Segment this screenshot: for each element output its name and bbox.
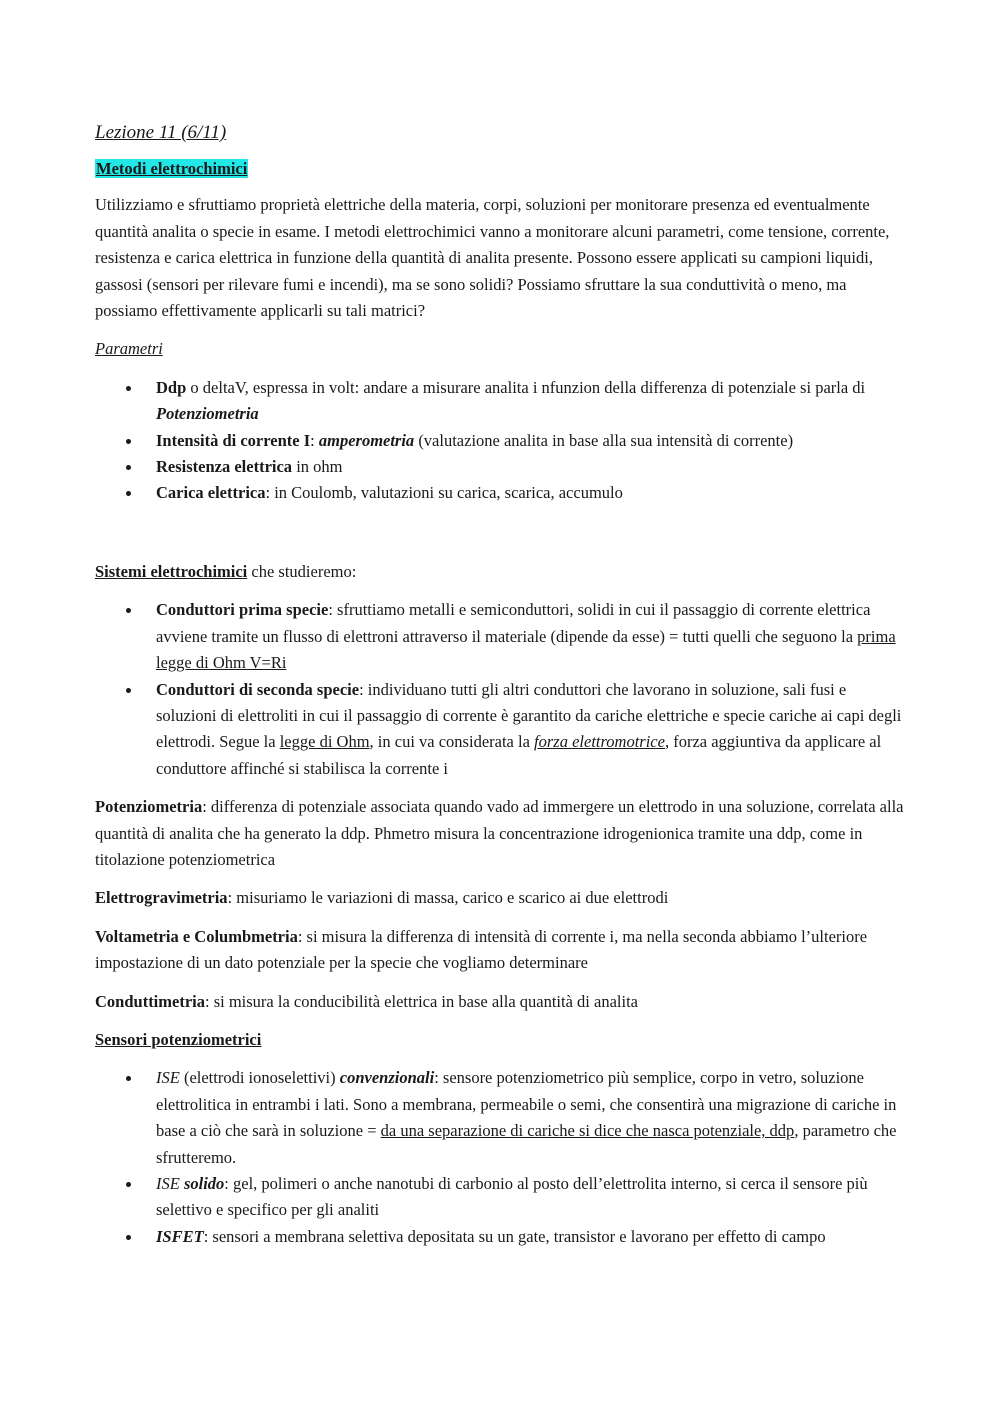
item-text: : — [310, 430, 319, 450]
document-page — [95, 118, 907, 1262]
list-item — [95, 1224, 907, 1250]
section-heading-metodi — [95, 156, 907, 182]
list-item — [95, 1171, 907, 1224]
item-text: , forza aggiuntiva da applicare al conduttore affinché si stabilisca la corrente i — [156, 732, 882, 778]
underlined-text: prima legge di Ohm V=Ri — [156, 626, 896, 673]
highlighted-heading-text: Metodi elettrochimici — [96, 159, 248, 178]
method-paragraph — [95, 885, 907, 911]
list-item — [95, 454, 907, 480]
item-text: , parametro che sfrutteremo. — [156, 1121, 897, 1167]
item-text: : in Coulomb, valutazioni su carica, scarica, accumulo — [265, 483, 623, 503]
item-term: ISE — [156, 1068, 180, 1088]
list-item — [95, 428, 907, 454]
method-text: : misuriamo le variazioni di massa, carico e scarico ai due elettrodi — [227, 888, 669, 908]
underlined-italic-text: forza elettromotrice — [534, 732, 665, 752]
item-text: (valutazione analita in base alla sua intensità di corrente) — [414, 430, 794, 450]
method-text: : si misura la differenza di intensità di corrente i, ma nella seconda abbiamo l’ulteriore impostazione di un dato potenziale per la specie che vogliamo determinare — [95, 926, 868, 973]
heading-suffix: che studieremo: — [247, 561, 357, 581]
item-term: Conduttori prima specie — [156, 600, 329, 620]
method-text: : differenza di potenziale associata quando vado ad immergere un elettrodo in una soluzione, correlata alla quantità di analita che ha generato la ddp. Phmetro misura la concentrazione idrogenionica tramite una ddp, come in titolazione potenziometrica — [95, 797, 904, 869]
method-text: : si misura la conducibilità elettrica in base alla quantità di analita — [205, 991, 638, 1011]
item-text: in ohm — [292, 457, 343, 477]
spacer — [95, 519, 907, 559]
sensors-list — [95, 1065, 907, 1250]
page-title: Lezione 11 (6/11) — [95, 122, 227, 143]
item-emphasis: convenzionali — [339, 1068, 435, 1088]
item-term: Conduttori di seconda specie — [156, 679, 360, 699]
item-text: : sensori a membrana selettiva depositata su un gate, transistor e lavorano per effetto di campo — [203, 1226, 826, 1246]
item-term-bold: solido — [179, 1174, 225, 1193]
underlined-text: da una separazione di cariche si dice che nasca potenziale, ddp — [380, 1121, 795, 1141]
item-emphasis: Potenziometria — [156, 404, 259, 424]
subheading-parametri: Parametri — [95, 339, 163, 359]
item-term: Ddp — [156, 377, 187, 397]
section-heading-sistemi — [95, 559, 907, 585]
method-paragraph — [95, 924, 907, 977]
list-item — [95, 480, 907, 506]
item-term: Carica elettrica — [156, 483, 266, 503]
systems-list — [95, 597, 907, 782]
item-term: ISFET — [156, 1226, 204, 1246]
method-paragraph — [95, 794, 907, 873]
method-term: Potenziometria — [95, 797, 203, 817]
item-text: o deltaV, espressa in volt: andare a misurare analita i nfunzion della differenza di potenziale si parla di — [186, 377, 866, 397]
item-text: (elettrodi ionoselettivi) — [179, 1068, 340, 1088]
item-text: : sensore potenziometrico più semplice, corpo in vetro, soluzione elettrolitica in entrambi i lati. Sono a membrana, permeabile o semi, che consentirà una migrazione di cariche in base a ciò che sarà in soluzione = — [156, 1068, 897, 1141]
item-term: ISE — [156, 1174, 180, 1193]
list-item — [95, 597, 907, 676]
method-term: Conduttimetria — [95, 991, 205, 1011]
item-emphasis: amperometria — [318, 430, 415, 450]
heading-text: Sistemi elettrochimici — [95, 561, 248, 581]
item-text: : sfruttiamo metalli e semiconduttori, solidi in cui il passaggio di corrente elettrica avviene tramite un flusso di elettroni attraverso il materiale (dipende da esse) = tutti quelli che seguono la — [156, 600, 871, 646]
list-item — [95, 375, 907, 428]
section-heading-sensori: Sensori potenziometrici — [95, 1029, 262, 1049]
item-text: : individuano tutti gli altri conduttori che lavorano in soluzione, sali fusi e soluzioni di elettroliti in cui il passaggio di corrente è garantito da cariche elettriche e specie cariche ai capi degli elettrodi. Segue la — [156, 679, 902, 752]
list-item — [95, 1065, 907, 1171]
item-term: Resistenza elettrica — [156, 457, 293, 477]
item-text: , in cui va considerata la — [369, 732, 535, 752]
parameters-list — [95, 375, 907, 507]
item-text: : gel, polimeri o anche nanotubi di carbonio al posto dell’elettrolita interno, si cerca il sensore più selettivo e specifico per gli analiti — [156, 1174, 868, 1220]
method-term: Elettrogravimetria — [95, 888, 228, 908]
list-item — [95, 677, 907, 783]
underlined-text: legge di Ohm — [279, 732, 370, 752]
intro-paragraph: Utilizziamo e sfruttiamo proprietà elettriche della materia, corpi, soluzioni per monitorare presenza ed eventualmente quantità analita o specie in esame. I metodi elettrochimici vanno a monitorare alcuni parametri, come tensione, corrente, resistenza e carica elettrica in funzione della quantità di analita presente. Possono essere applicati su campioni liquidi, gassosi (sensori per rilevare fumi e incendi), ma se sono solidi? Possiamo sfruttare la sua conduttività o meno, ma possiamo effettivamente applicarli su tali matrici? — [95, 195, 890, 321]
method-paragraph — [95, 989, 907, 1015]
method-term: Voltametria e Columbmetria — [95, 926, 298, 946]
item-term: Intensità di corrente I — [156, 430, 311, 450]
